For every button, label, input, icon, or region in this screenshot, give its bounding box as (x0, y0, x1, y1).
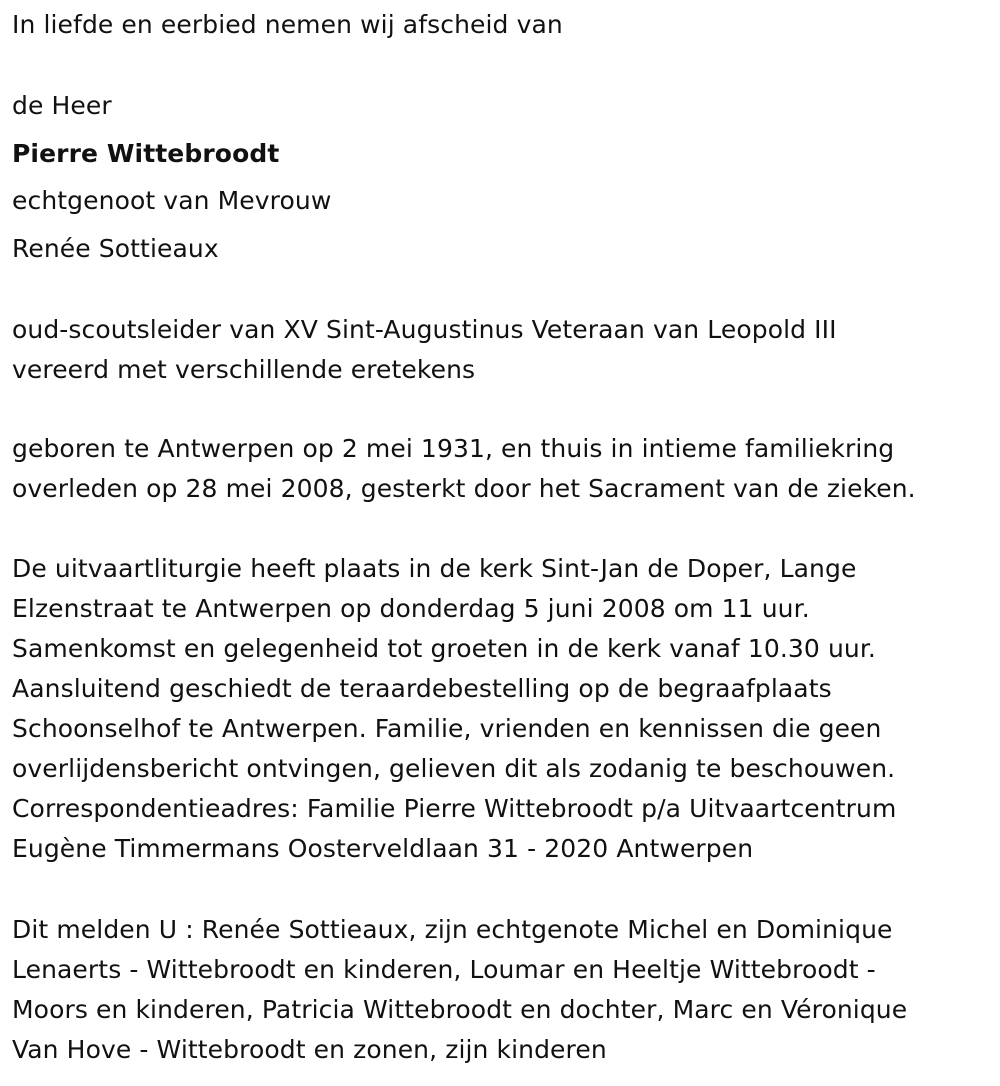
announcers-line-2: Lenaerts - Wittebroodt en kinderen, Loumar en Heeltje Wittebroodt - (12, 955, 876, 984)
spouse-line-2: Renée Sottieaux (12, 234, 219, 263)
spouse-line-1: echtgenoot van Mevrouw (12, 186, 332, 215)
announcers-line-4: Van Hove - Wittebroodt en zonen, zijn kinderen (12, 1035, 607, 1064)
correspondence-line-1: Correspondentieadres: Familie Pierre Wittebroodt p/a Uitvaartcentrum (12, 794, 897, 823)
announcers-line-1: Dit melden U : Renée Sottieaux, zijn echtgenote Michel en Dominique (12, 915, 893, 944)
funeral-line-1: De uitvaartliturgie heeft plaats in de kerk Sint-Jan de Doper, Lange (12, 554, 857, 583)
merits-line-2: vereerd met verschillende eretekens (12, 355, 476, 384)
funeral-line-6: overlijdensbericht ontvingen, gelieven dit als zodanig te beschouwen. (12, 754, 896, 783)
correspondence-line-2: Eugène Timmermans Oosterveldlaan 31 - 2020 Antwerpen (12, 834, 754, 863)
life-line-1: geboren te Antwerpen op 2 mei 1931, en thuis in intieme familiekring (12, 434, 895, 463)
deceased-name: Pierre Wittebroodt (12, 139, 280, 168)
intro-line: In liefde en eerbied nemen wij afscheid van (12, 10, 563, 39)
funeral-line-4: Aansluitend geschiedt de teraardebestelling op de begraafplaats (12, 674, 832, 703)
honorific: de Heer (12, 91, 112, 120)
funeral-line-3: Samenkomst en gelegenheid tot groeten in de kerk vanaf 10.30 uur. (12, 634, 876, 663)
funeral-line-2: Elzenstraat te Antwerpen op donderdag 5 juni 2008 om 11 uur. (12, 594, 810, 623)
funeral-line-5: Schoonselhof te Antwerpen. Familie, vrienden en kennissen die geen (12, 714, 882, 743)
life-line-2: overleden op 28 mei 2008, gesterkt door het Sacrament van de zieken. (12, 474, 916, 503)
announcers-line-3: Moors en kinderen, Patricia Wittebroodt en dochter, Marc en Véronique (12, 995, 908, 1024)
merits-line-1: oud-scoutsleider van XV Sint-Augustinus Veteraan van Leopold III (12, 315, 837, 344)
